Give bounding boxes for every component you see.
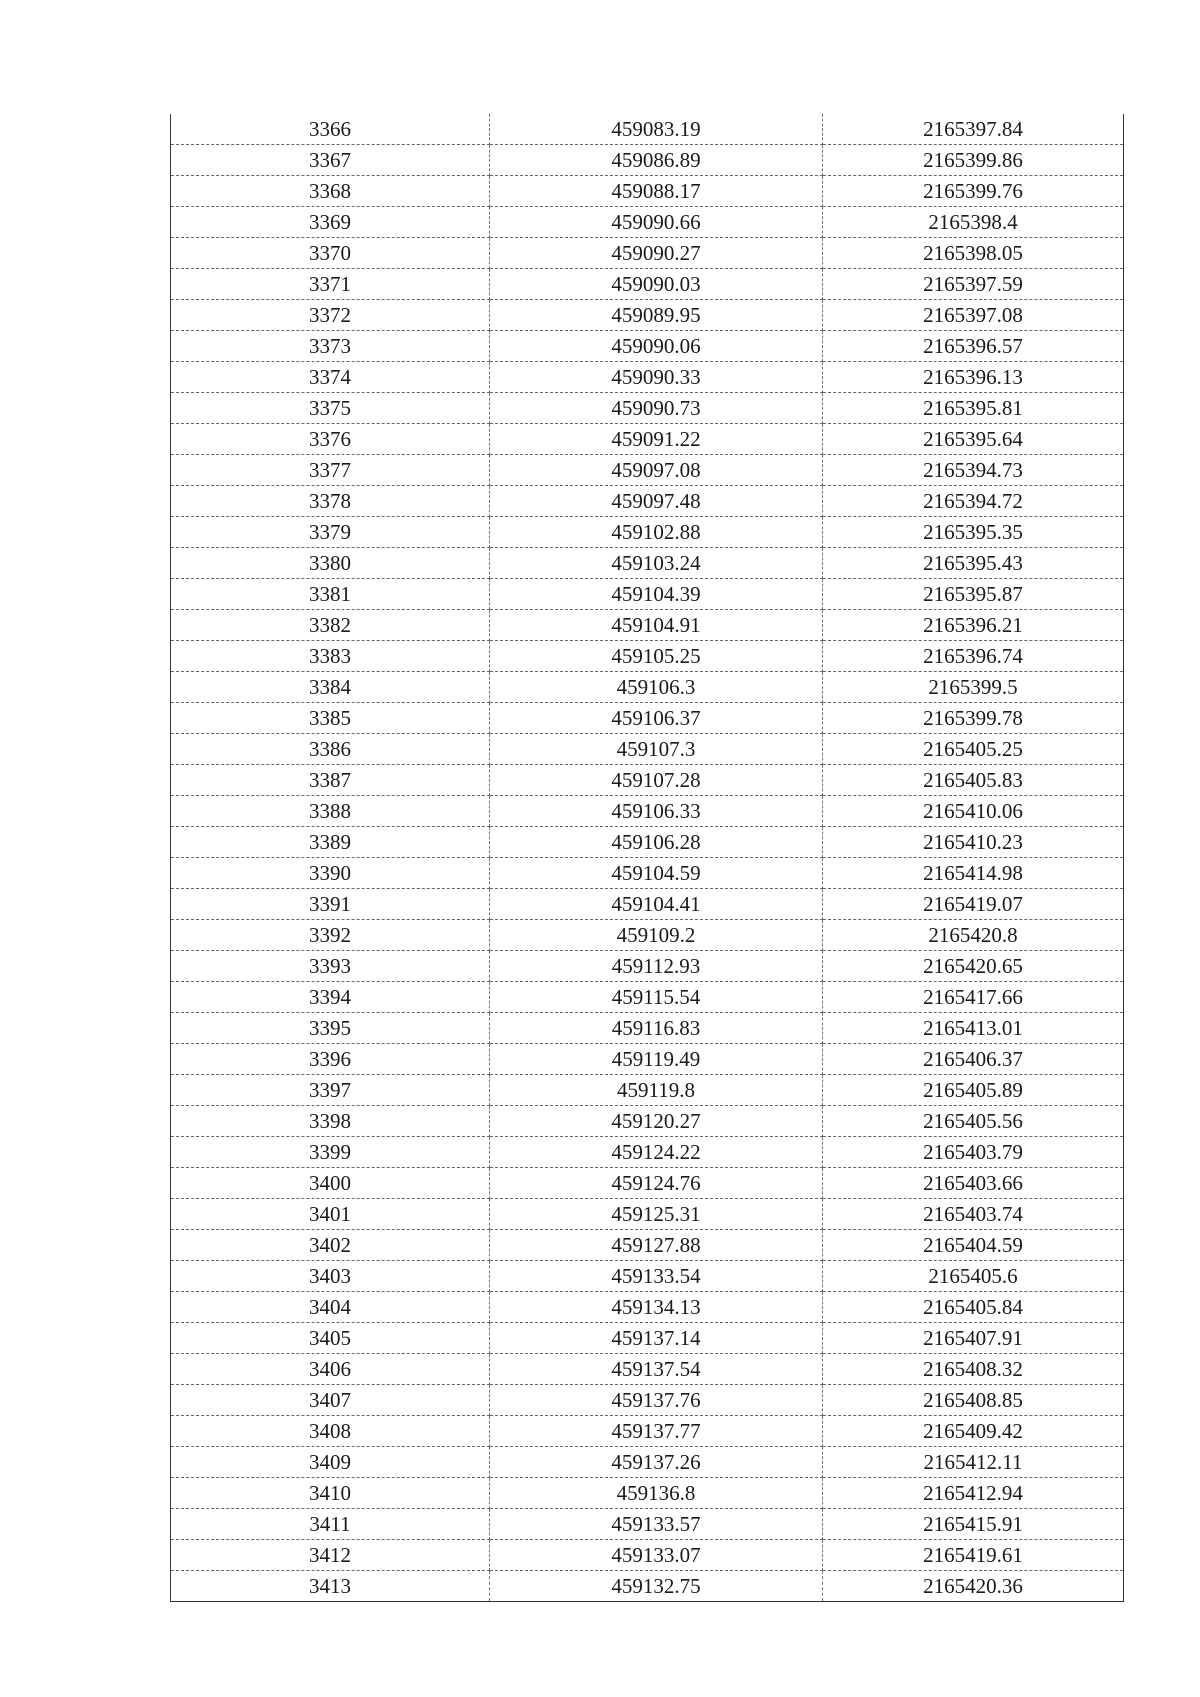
point-number-cell: 3376 <box>171 424 490 455</box>
table-row <box>171 393 1124 424</box>
point-number-cell: 3387 <box>171 765 490 796</box>
x-coordinate-cell: 459088.17 <box>490 176 823 207</box>
y-coordinate-cell: 2165410.23 <box>823 827 1124 858</box>
x-coordinate-cell: 459132.75 <box>490 1571 823 1602</box>
point-number-cell: 3381 <box>171 579 490 610</box>
y-coordinate-cell: 2165405.6 <box>823 1261 1124 1292</box>
x-coordinate-cell: 459125.31 <box>490 1199 823 1230</box>
table-row <box>171 796 1124 827</box>
point-number-cell: 3401 <box>171 1199 490 1230</box>
table-row <box>171 765 1124 796</box>
table-row <box>171 548 1124 579</box>
table-row <box>171 641 1124 672</box>
table-row <box>171 1323 1124 1354</box>
x-coordinate-cell: 459105.25 <box>490 641 823 672</box>
y-coordinate-cell: 2165409.42 <box>823 1416 1124 1447</box>
y-coordinate-cell: 2165420.65 <box>823 951 1124 982</box>
point-number-cell: 3388 <box>171 796 490 827</box>
point-number-cell: 3398 <box>171 1106 490 1137</box>
x-coordinate-cell: 459115.54 <box>490 982 823 1013</box>
x-coordinate-cell: 459124.22 <box>490 1137 823 1168</box>
table-row <box>171 1571 1124 1602</box>
x-coordinate-cell: 459089.95 <box>490 300 823 331</box>
coordinate-table-body <box>171 114 1124 1602</box>
point-number-cell: 3403 <box>171 1261 490 1292</box>
x-coordinate-cell: 459133.07 <box>490 1540 823 1571</box>
x-coordinate-cell: 459106.28 <box>490 827 823 858</box>
x-coordinate-cell: 459103.24 <box>490 548 823 579</box>
y-coordinate-cell: 2165408.32 <box>823 1354 1124 1385</box>
point-number-cell: 3385 <box>171 703 490 734</box>
table-row <box>171 1540 1124 1571</box>
table-row <box>171 176 1124 207</box>
point-number-cell: 3399 <box>171 1137 490 1168</box>
table-row <box>171 1230 1124 1261</box>
x-coordinate-cell: 459109.2 <box>490 920 823 951</box>
table-row <box>171 517 1124 548</box>
table-row <box>171 827 1124 858</box>
y-coordinate-cell: 2165398.4 <box>823 207 1124 238</box>
x-coordinate-cell: 459107.28 <box>490 765 823 796</box>
point-number-cell: 3372 <box>171 300 490 331</box>
table-row <box>171 1478 1124 1509</box>
x-coordinate-cell: 459086.89 <box>490 145 823 176</box>
y-coordinate-cell: 2165395.43 <box>823 548 1124 579</box>
table-row <box>171 424 1124 455</box>
point-number-cell: 3400 <box>171 1168 490 1199</box>
point-number-cell: 3392 <box>171 920 490 951</box>
x-coordinate-cell: 459137.14 <box>490 1323 823 1354</box>
table-row <box>171 703 1124 734</box>
point-number-cell: 3384 <box>171 672 490 703</box>
y-coordinate-cell: 2165398.05 <box>823 238 1124 269</box>
y-coordinate-cell: 2165397.84 <box>823 114 1124 145</box>
y-coordinate-cell: 2165394.72 <box>823 486 1124 517</box>
point-number-cell: 3369 <box>171 207 490 238</box>
point-number-cell: 3413 <box>171 1571 490 1602</box>
table-row <box>171 486 1124 517</box>
y-coordinate-cell: 2165419.07 <box>823 889 1124 920</box>
y-coordinate-cell: 2165394.73 <box>823 455 1124 486</box>
x-coordinate-cell: 459104.91 <box>490 610 823 641</box>
point-number-cell: 3412 <box>171 1540 490 1571</box>
table-row <box>171 455 1124 486</box>
y-coordinate-cell: 2165417.66 <box>823 982 1124 1013</box>
x-coordinate-cell: 459090.06 <box>490 331 823 362</box>
x-coordinate-cell: 459133.57 <box>490 1509 823 1540</box>
y-coordinate-cell: 2165405.56 <box>823 1106 1124 1137</box>
table-row <box>171 1354 1124 1385</box>
y-coordinate-cell: 2165405.84 <box>823 1292 1124 1323</box>
y-coordinate-cell: 2165413.01 <box>823 1013 1124 1044</box>
y-coordinate-cell: 2165396.13 <box>823 362 1124 393</box>
table-row <box>171 1509 1124 1540</box>
x-coordinate-cell: 459137.76 <box>490 1385 823 1416</box>
y-coordinate-cell: 2165399.78 <box>823 703 1124 734</box>
x-coordinate-cell: 459091.22 <box>490 424 823 455</box>
point-number-cell: 3391 <box>171 889 490 920</box>
table-row <box>171 331 1124 362</box>
x-coordinate-cell: 459104.39 <box>490 579 823 610</box>
x-coordinate-cell: 459090.73 <box>490 393 823 424</box>
point-number-cell: 3366 <box>171 114 490 145</box>
table-row <box>171 579 1124 610</box>
table-row <box>171 858 1124 889</box>
x-coordinate-cell: 459107.3 <box>490 734 823 765</box>
y-coordinate-cell: 2165403.66 <box>823 1168 1124 1199</box>
y-coordinate-cell: 2165403.79 <box>823 1137 1124 1168</box>
x-coordinate-cell: 459106.37 <box>490 703 823 734</box>
x-coordinate-cell: 459102.88 <box>490 517 823 548</box>
y-coordinate-cell: 2165396.57 <box>823 331 1124 362</box>
point-number-cell: 3382 <box>171 610 490 641</box>
x-coordinate-cell: 459137.54 <box>490 1354 823 1385</box>
point-number-cell: 3408 <box>171 1416 490 1447</box>
table-row <box>171 238 1124 269</box>
point-number-cell: 3410 <box>171 1478 490 1509</box>
x-coordinate-cell: 459106.3 <box>490 672 823 703</box>
y-coordinate-cell: 2165410.06 <box>823 796 1124 827</box>
point-number-cell: 3375 <box>171 393 490 424</box>
x-coordinate-cell: 459119.49 <box>490 1044 823 1075</box>
x-coordinate-cell: 459090.66 <box>490 207 823 238</box>
table-row <box>171 1168 1124 1199</box>
table-row <box>171 1447 1124 1478</box>
y-coordinate-cell: 2165412.11 <box>823 1447 1124 1478</box>
point-number-cell: 3407 <box>171 1385 490 1416</box>
y-coordinate-cell: 2165403.74 <box>823 1199 1124 1230</box>
table-row <box>171 300 1124 331</box>
point-number-cell: 3397 <box>171 1075 490 1106</box>
y-coordinate-cell: 2165412.94 <box>823 1478 1124 1509</box>
y-coordinate-cell: 2165399.86 <box>823 145 1124 176</box>
table-row <box>171 1416 1124 1447</box>
table-row <box>171 207 1124 238</box>
x-coordinate-cell: 459106.33 <box>490 796 823 827</box>
y-coordinate-cell: 2165405.89 <box>823 1075 1124 1106</box>
point-number-cell: 3370 <box>171 238 490 269</box>
table-row <box>171 1013 1124 1044</box>
point-number-cell: 3406 <box>171 1354 490 1385</box>
table-row <box>171 1385 1124 1416</box>
point-number-cell: 3373 <box>171 331 490 362</box>
x-coordinate-cell: 459120.27 <box>490 1106 823 1137</box>
y-coordinate-cell: 2165396.21 <box>823 610 1124 641</box>
x-coordinate-cell: 459136.8 <box>490 1478 823 1509</box>
table-row <box>171 269 1124 300</box>
table-row <box>171 1044 1124 1075</box>
x-coordinate-cell: 459083.19 <box>490 114 823 145</box>
y-coordinate-cell: 2165405.83 <box>823 765 1124 796</box>
point-number-cell: 3389 <box>171 827 490 858</box>
point-number-cell: 3367 <box>171 145 490 176</box>
y-coordinate-cell: 2165395.81 <box>823 393 1124 424</box>
table-row <box>171 1137 1124 1168</box>
y-coordinate-cell: 2165407.91 <box>823 1323 1124 1354</box>
point-number-cell: 3394 <box>171 982 490 1013</box>
point-number-cell: 3396 <box>171 1044 490 1075</box>
y-coordinate-cell: 2165414.98 <box>823 858 1124 889</box>
y-coordinate-cell: 2165406.37 <box>823 1044 1124 1075</box>
x-coordinate-cell: 459104.41 <box>490 889 823 920</box>
x-coordinate-cell: 459137.26 <box>490 1447 823 1478</box>
point-number-cell: 3374 <box>171 362 490 393</box>
x-coordinate-cell: 459097.48 <box>490 486 823 517</box>
point-number-cell: 3395 <box>171 1013 490 1044</box>
x-coordinate-cell: 459090.03 <box>490 269 823 300</box>
table-row <box>171 610 1124 641</box>
point-number-cell: 3368 <box>171 176 490 207</box>
point-number-cell: 3390 <box>171 858 490 889</box>
y-coordinate-cell: 2165399.76 <box>823 176 1124 207</box>
y-coordinate-cell: 2165404.59 <box>823 1230 1124 1261</box>
y-coordinate-cell: 2165405.25 <box>823 734 1124 765</box>
point-number-cell: 3379 <box>171 517 490 548</box>
y-coordinate-cell: 2165408.85 <box>823 1385 1124 1416</box>
x-coordinate-cell: 459116.83 <box>490 1013 823 1044</box>
point-number-cell: 3409 <box>171 1447 490 1478</box>
coordinate-table <box>170 114 1124 1602</box>
point-number-cell: 3380 <box>171 548 490 579</box>
y-coordinate-cell: 2165420.36 <box>823 1571 1124 1602</box>
point-number-cell: 3386 <box>171 734 490 765</box>
y-coordinate-cell: 2165395.87 <box>823 579 1124 610</box>
x-coordinate-cell: 459104.59 <box>490 858 823 889</box>
point-number-cell: 3377 <box>171 455 490 486</box>
point-number-cell: 3411 <box>171 1509 490 1540</box>
y-coordinate-cell: 2165397.59 <box>823 269 1124 300</box>
point-number-cell: 3383 <box>171 641 490 672</box>
y-coordinate-cell: 2165397.08 <box>823 300 1124 331</box>
point-number-cell: 3402 <box>171 1230 490 1261</box>
table-row <box>171 734 1124 765</box>
table-row <box>171 672 1124 703</box>
table-row <box>171 1199 1124 1230</box>
point-number-cell: 3371 <box>171 269 490 300</box>
x-coordinate-cell: 459124.76 <box>490 1168 823 1199</box>
x-coordinate-cell: 459090.27 <box>490 238 823 269</box>
table-row <box>171 920 1124 951</box>
point-number-cell: 3404 <box>171 1292 490 1323</box>
table-row <box>171 951 1124 982</box>
y-coordinate-cell: 2165395.64 <box>823 424 1124 455</box>
x-coordinate-cell: 459137.77 <box>490 1416 823 1447</box>
point-number-cell: 3378 <box>171 486 490 517</box>
x-coordinate-cell: 459097.08 <box>490 455 823 486</box>
y-coordinate-cell: 2165420.8 <box>823 920 1124 951</box>
x-coordinate-cell: 459119.8 <box>490 1075 823 1106</box>
y-coordinate-cell: 2165399.5 <box>823 672 1124 703</box>
x-coordinate-cell: 459134.13 <box>490 1292 823 1323</box>
y-coordinate-cell: 2165396.74 <box>823 641 1124 672</box>
x-coordinate-cell: 459127.88 <box>490 1230 823 1261</box>
table-row <box>171 889 1124 920</box>
table-row <box>171 362 1124 393</box>
point-number-cell: 3405 <box>171 1323 490 1354</box>
x-coordinate-cell: 459090.33 <box>490 362 823 393</box>
table-row <box>171 982 1124 1013</box>
y-coordinate-cell: 2165415.91 <box>823 1509 1124 1540</box>
table-row <box>171 114 1124 145</box>
table-row <box>171 145 1124 176</box>
table-row <box>171 1261 1124 1292</box>
x-coordinate-cell: 459112.93 <box>490 951 823 982</box>
y-coordinate-cell: 2165395.35 <box>823 517 1124 548</box>
point-number-cell: 3393 <box>171 951 490 982</box>
table-row <box>171 1292 1124 1323</box>
y-coordinate-cell: 2165419.61 <box>823 1540 1124 1571</box>
table-row <box>171 1075 1124 1106</box>
table-row <box>171 1106 1124 1137</box>
x-coordinate-cell: 459133.54 <box>490 1261 823 1292</box>
